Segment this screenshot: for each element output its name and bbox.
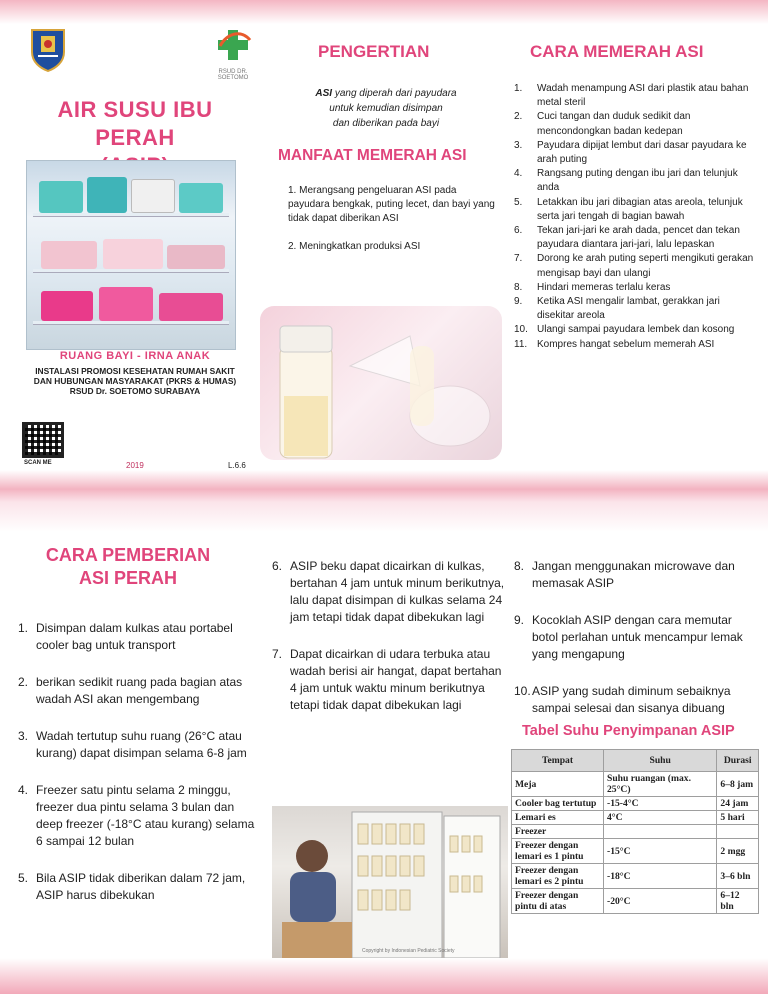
list-text: berikan sedikit ruang pada bagian atas wadah ASI akan mengembang — [36, 675, 243, 706]
table-header-cell: Suhu — [604, 750, 717, 772]
table-cell: Freezer dengan lemari es 2 pintu — [512, 864, 604, 889]
table-cell: 5 hari — [717, 811, 759, 825]
table-row — [512, 825, 759, 839]
unit-name: RUANG BAYI - IRNA ANAK — [59, 350, 211, 362]
table-cell: Freezer dengan pintu di atas — [512, 889, 604, 914]
list-text: ASIP beku dapat dicairkan di kulkas, bertahan 4 jam untuk minum berikutnya, lalu dapat disimpan di kulkas selama 24 jam tetapi tidak dapat dibekukan lagi — [290, 559, 505, 624]
hospital-logo — [212, 26, 254, 81]
list-number: 9. — [514, 613, 525, 627]
list-text: Kompres hangat sebelum memerah ASI — [537, 338, 715, 350]
pemberian-item — [514, 558, 760, 592]
hospital-logo-text: RSUD DR. SOETOMO — [217, 69, 249, 81]
pemberian-item — [18, 674, 264, 708]
scan-me-label: SCAN ME — [24, 460, 52, 466]
manfaat-heading: MANFAAT MEMERAH ASI — [278, 147, 467, 164]
table-cell: 6–8 jam — [717, 772, 759, 797]
pengertian-line: dan diberikan pada bayi — [332, 118, 440, 129]
pengertian-heading: PENGERTIAN — [318, 42, 430, 61]
table-row — [512, 839, 759, 864]
list-number: 6. — [514, 225, 523, 237]
cover-title-line1: AIR SUSU IBU PERAH — [57, 97, 213, 150]
table-row — [512, 772, 759, 797]
pemberian-list-1 — [18, 620, 264, 924]
list-number: 4. — [18, 783, 29, 797]
pemberian-item — [18, 728, 264, 762]
milk-container — [41, 241, 97, 269]
list-text: Bila ASIP tidak diberikan dalam 72 jam, ASIP harus dibekukan — [36, 871, 246, 902]
pemberian-item — [514, 612, 760, 663]
table-cell: Freezer — [512, 825, 604, 839]
institution-line: INSTALASI PROMOSI KESEHATAN RUMAH SAKIT — [35, 366, 235, 376]
fold-band-2 — [0, 502, 768, 532]
list-text: Hindari memeras terlalu keras — [537, 281, 671, 293]
list-text: Ketika ASI mengalir lambat, gerakkan jari disekitar areola — [537, 296, 720, 322]
table-header-row — [512, 750, 759, 772]
institution-name — [10, 366, 260, 396]
manfaat-item: 1. Merangsang pengeluaran ASI pada payudara bengkak, puting lecet, dan bayi yang tidak dapat diberikan ASI — [288, 185, 495, 224]
list-text: Rangsang puting dengan ibu jari dan telunjuk anda — [537, 168, 738, 194]
list-text: Wadah menampung ASI dari plastik atau bahan metal steril — [537, 83, 749, 109]
table-cell — [604, 825, 717, 839]
milk-container — [41, 291, 93, 321]
list-number: 5. — [514, 196, 523, 208]
milk-container — [99, 287, 153, 321]
list-number: 6. — [272, 559, 283, 573]
cara-memerah-item — [514, 196, 754, 224]
list-text: Cuci tangan dan duduk sedikit dan mencondongkan badan kedepan — [537, 111, 691, 137]
bottom-band — [0, 958, 768, 994]
table-row — [512, 889, 759, 914]
list-number: 9. — [514, 296, 523, 308]
table-cell: Suhu ruangan (max. 25°C) — [604, 772, 717, 797]
list-text: Kocoklah ASIP dengan cara memutar botol perlahan untuk mencampur lemak yang mengapung — [532, 613, 743, 661]
table-cell: 24 jam — [717, 797, 759, 811]
doc-code: L.6.6 — [228, 461, 246, 470]
list-text: Dapat dicairkan di udara terbuka atau wadah berisi air hangat, dapat bertahan 4 jam untuk waktu minum berikutnya tetapi tidak dapat dibekukan lagi — [290, 647, 502, 712]
cara-memerah-item — [514, 82, 754, 110]
list-number: 4. — [514, 168, 523, 180]
table-cell — [717, 825, 759, 839]
pemberian-heading-line: ASI PERAH — [78, 568, 177, 588]
list-number: 3. — [18, 729, 29, 743]
fridge-shelf — [33, 269, 229, 273]
baby-fridge-photo — [272, 806, 508, 958]
list-number: 7. — [272, 647, 283, 661]
table-header-cell: Tempat — [512, 750, 604, 772]
fold-band — [0, 470, 768, 502]
list-text: Payudara dipijat lembut dari dasar payudara ke arah puting — [537, 139, 747, 166]
list-number: 10. — [514, 324, 528, 336]
list-number: 1. — [514, 83, 523, 94]
milk-container — [167, 245, 225, 269]
list-text: Freezer satu pintu selama 2 minggu, freezer dua pintu selama 3 bulan dan deep freezer (-18°C atau kurang) selama 6 sampai 12 bulan — [36, 783, 255, 848]
pemberian-item — [272, 558, 506, 626]
milk-container — [39, 181, 83, 213]
list-number: 2. — [514, 111, 523, 123]
table-row — [512, 797, 759, 811]
milk-container — [179, 183, 223, 213]
pemberian-item — [18, 870, 264, 904]
table-cell: -20°C — [604, 889, 717, 914]
top-band — [0, 0, 768, 24]
province-emblem-icon — [28, 26, 68, 72]
pengertian-line: untuk kemudian disimpan — [329, 103, 443, 114]
list-number: 10. — [514, 684, 531, 698]
cara-memerah-item — [514, 224, 754, 252]
table-cell: Lemari es — [512, 811, 604, 825]
list-number: 3. — [514, 139, 523, 151]
manfaat-list — [288, 184, 500, 264]
milk-container — [87, 177, 127, 213]
table-cell: 6–12 bln — [717, 889, 759, 914]
table-cell: Cooler bag tertutup — [512, 797, 604, 811]
list-number: 5. — [18, 871, 29, 885]
milk-container — [103, 239, 163, 269]
milk-container — [159, 293, 223, 321]
list-text: Dorong ke arah puting seperti mengikuti gerakan mengisap bayi dan ulangi — [537, 253, 754, 279]
pemberian-heading-line: CARA PEMBERIAN — [45, 545, 211, 565]
pengertian-line: yang diperah dari payudara — [332, 88, 457, 99]
table-cell: -15°C — [604, 839, 717, 864]
milk-container — [131, 179, 175, 213]
list-text: Letakkan ibu jari dibagian atas areola, telunjuk serta jari tengah di bagian bawah — [537, 196, 743, 222]
storage-temperature-table — [511, 749, 759, 914]
pemberian-list-3 — [514, 558, 760, 737]
qr-code-icon[interactable] — [22, 422, 64, 458]
table-cell: Freezer dengan lemari es 1 pintu — [512, 839, 604, 864]
manfaat-item: 2. Meningkatkan produksi ASI — [288, 241, 421, 252]
list-number: 7. — [514, 253, 523, 265]
cara-memerah-heading: CARA MEMERAH ASI — [530, 42, 704, 61]
pemberian-item — [514, 683, 760, 717]
list-text: ASIP yang sudah diminum sebaiknya sampai selesai dan sisanya dibuang — [532, 684, 731, 715]
fridge-photo — [26, 160, 236, 350]
cara-memerah-list — [514, 82, 754, 352]
list-number: 11. — [514, 338, 528, 350]
list-text: Wadah tertutup suhu ruang (26°C atau kurang) dapat disimpan selama 6-8 jam — [36, 729, 247, 760]
pengertian-term: ASI — [315, 88, 333, 99]
unit-block — [10, 350, 260, 396]
hospital-cross-icon — [212, 26, 254, 62]
pemberian-heading — [38, 544, 218, 590]
list-number: 8. — [514, 559, 525, 573]
table-row — [512, 864, 759, 889]
fridge-shelf — [33, 321, 229, 325]
list-number: 8. — [514, 281, 523, 293]
fridge-shelf — [33, 213, 229, 217]
table-header-cell: Durasi — [717, 750, 759, 772]
table-row — [512, 811, 759, 825]
list-number: 2. — [18, 675, 29, 689]
photo-credit: Copyright by Indonesian Pediatric Society — [362, 948, 455, 954]
year-label: 2019 — [126, 461, 144, 470]
pemberian-item — [18, 620, 264, 654]
table-cell: 2 mgg — [717, 839, 759, 864]
list-text: Jangan menggunakan microwave dan memasak ASIP — [532, 559, 735, 590]
list-text: Ulangi sampai payudara lembek dan kosong — [537, 324, 735, 336]
table-cell: Meja — [512, 772, 604, 797]
institution-line: RSUD Dr. SOETOMO SURABAYA — [69, 386, 201, 396]
institution-line: DAN HUBUNGAN MASYARAKAT (PKRS & HUMAS) — [33, 376, 237, 386]
list-number: 1. — [18, 621, 29, 635]
pemberian-item — [18, 782, 264, 850]
cara-memerah-item — [514, 167, 754, 195]
table-cell: 4°C — [604, 811, 717, 825]
cara-memerah-item — [514, 252, 754, 280]
list-text: Tekan jari-jari ke arah dada, pencet dan tekan payudara diantara jari-jari, lalu lepaskan — [537, 225, 740, 251]
table-cell: 3–6 bln — [717, 864, 759, 889]
pemberian-list-2 — [272, 558, 506, 734]
cara-memerah-item — [514, 281, 754, 295]
breast-pump-photo — [260, 306, 502, 460]
baby-fridge-illustration — [272, 806, 508, 958]
table-cell: -18°C — [604, 864, 717, 889]
table-cell: -15-4°C — [604, 797, 717, 811]
list-text: Disimpan dalam kulkas atau portabel cooler bag untuk transport — [36, 621, 233, 652]
cara-memerah-item — [514, 110, 754, 138]
cara-memerah-item — [514, 295, 754, 323]
cara-memerah-item — [514, 323, 754, 337]
tabel-heading: Tabel Suhu Penyimpanan ASIP — [522, 723, 735, 739]
breast-pump-illustration — [260, 306, 502, 460]
pengertian-text — [296, 86, 476, 131]
pemberian-item — [272, 646, 506, 714]
cara-memerah-item — [514, 139, 754, 167]
cara-memerah-item — [514, 338, 754, 352]
